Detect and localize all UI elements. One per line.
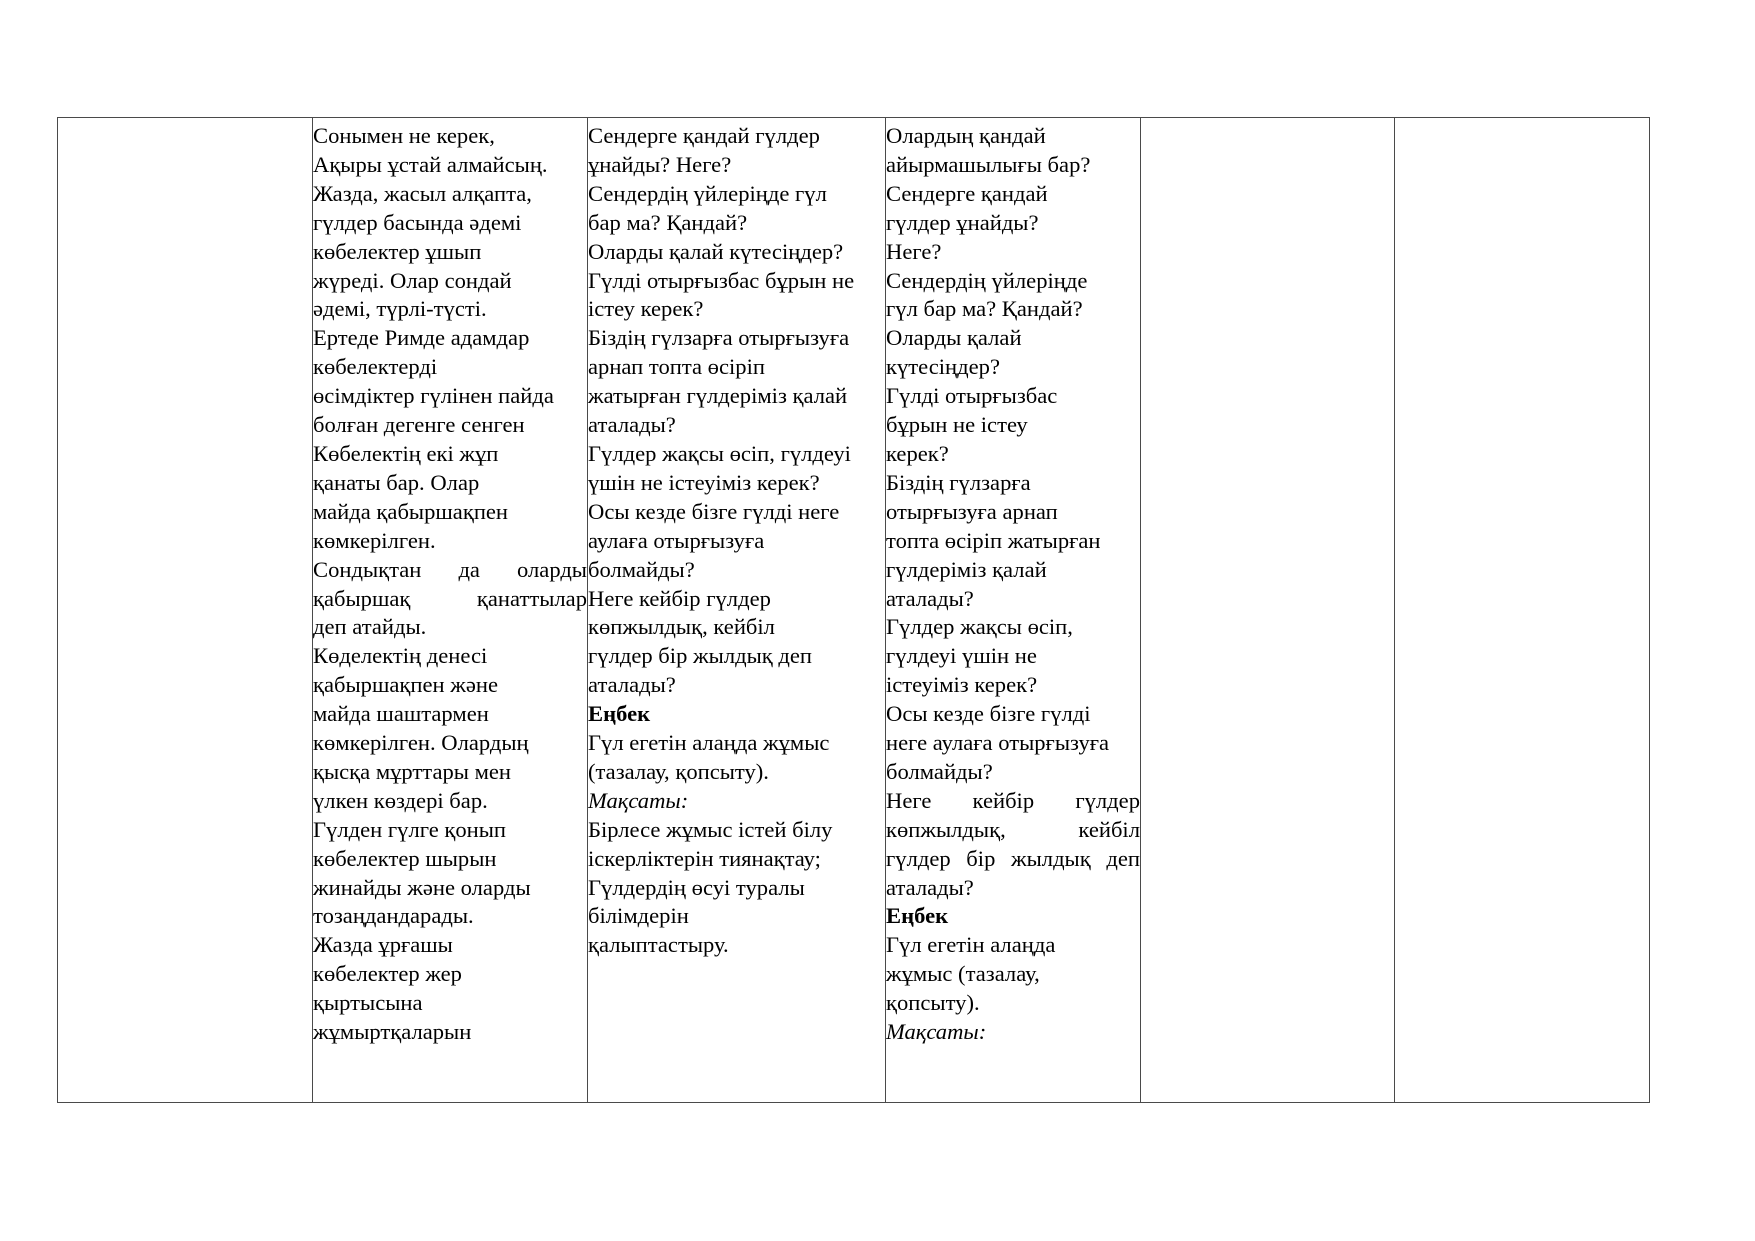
text-line: Гүлдердің өсуі туралы xyxy=(588,874,805,900)
text-line: Неге кейбір гүлдер xyxy=(588,585,771,611)
text-line: топта өсіріп жатырған xyxy=(886,527,1101,553)
text-line: әдемі, түрлі-түсті. xyxy=(313,296,487,322)
text-line: аталады? xyxy=(886,874,974,900)
text-line: аталады? xyxy=(588,412,676,438)
text-line: жатырған гүлдеріміз қалай xyxy=(588,383,848,409)
text-line: майда қабыршақпен xyxy=(313,498,509,524)
text-line: болмайды? xyxy=(886,758,993,784)
text-line: көбелектер шырын xyxy=(313,845,497,871)
text-line: Жазда ұрғашы xyxy=(313,932,453,958)
text-line: Мақсаты: xyxy=(886,1019,987,1045)
text-line: көбелектерді xyxy=(313,354,438,380)
text-line: көбелектер ұшып xyxy=(313,238,482,264)
text-line: Гүлдер жақсы өсіп, xyxy=(886,614,1073,640)
text-line: қыртысына xyxy=(313,990,423,1016)
text-line: көпжылдық, кейбіл xyxy=(886,816,1140,842)
text-line: арнап топта өсіріп xyxy=(588,354,765,380)
text-line: неге аулаға отырғызуға xyxy=(886,730,1110,756)
text-line: қабыршақпен және xyxy=(313,672,498,698)
text-line: Неге? xyxy=(886,238,942,264)
text-line: Жазда, жасыл алқапта, xyxy=(313,180,532,206)
text-line: Сендердің үйлеріңде гүл xyxy=(588,180,827,206)
text-line: майда шаштармен xyxy=(313,701,489,727)
table-cell-questions-text xyxy=(588,118,886,1103)
text-line: Гүлден гүлге қонып xyxy=(313,816,507,842)
text-line: гүлдер басында әдемі xyxy=(313,209,522,235)
text-line: аталады? xyxy=(588,672,676,698)
text-line: бұрын не істеу xyxy=(886,412,1028,438)
text-line: қысқа мұрттары мен xyxy=(313,758,512,784)
text-line: Біздің гүлзарға xyxy=(886,469,1031,495)
text-line: Көбелектің екі жұп xyxy=(313,440,499,466)
text-line: Гүл егетін алаңда жұмыс xyxy=(588,730,830,756)
text-line: істеу керек? xyxy=(588,296,704,322)
text-line: Оларды қалай xyxy=(886,325,1022,351)
text-line: көпжылдық, кейбіл xyxy=(588,614,775,640)
text-line: Бірлесе жұмыс істей білу xyxy=(588,816,833,842)
text-line: көбелектер жер xyxy=(313,961,462,987)
text-line: күтесіңдер? xyxy=(886,354,1000,380)
table-cell-empty-2 xyxy=(1141,118,1395,1103)
text-line: ұнайды? Неге? xyxy=(588,151,732,177)
text-line: үлкен көздері бар. xyxy=(313,787,488,813)
text-line: өсімдіктер гүлінен пайда xyxy=(313,383,554,409)
text-line: жүреді. Олар сондай xyxy=(313,267,512,293)
table-cell-questions-text-2 xyxy=(886,118,1141,1103)
text-line: гүлдер бір жылдық деп xyxy=(886,845,1140,871)
text-line: Осы кезде бізге гүлді xyxy=(886,701,1091,727)
text-line: Сендерге қандай xyxy=(886,180,1048,206)
text-line: қопсыту). xyxy=(886,990,980,1016)
text-line: Көделектің денесі xyxy=(313,643,488,669)
lesson-plan-table xyxy=(57,117,1650,1103)
table-cell-empty-1 xyxy=(58,118,313,1103)
text-line: іскерліктерін тиянақтау; xyxy=(588,845,821,871)
table-cell-empty-3 xyxy=(1395,118,1650,1103)
text-line: аулаға отырғызуға xyxy=(588,527,765,553)
text-line: Сендердің үйлеріңде xyxy=(886,267,1088,293)
text-line: үшін не істеуіміз керек? xyxy=(588,469,820,495)
text-line: деп атайды. xyxy=(313,614,427,640)
text-line: отырғызуға арнап xyxy=(886,498,1058,524)
text-line: Ертеде Римде адамдар xyxy=(313,325,530,351)
text-line: болмайды? xyxy=(588,556,695,582)
text-line: Мақсаты: xyxy=(588,787,689,813)
text-line: гүл бар ма? Қандай? xyxy=(886,296,1083,322)
text-line: керек? xyxy=(886,440,949,466)
text-line: (тазалау, қопсыту). xyxy=(588,758,769,784)
text-line: Сендерге қандай гүлдер xyxy=(588,123,820,148)
text-line: Осы кезде бізге гүлді неге xyxy=(588,498,840,524)
text-line: гүлдеуі үшін не xyxy=(886,643,1037,669)
text-line: Гүлдер жақсы өсіп, гүлдеуі xyxy=(588,440,851,466)
text-line: қалыптастыру. xyxy=(588,932,729,958)
text-line: қабыршақ қанаттылар xyxy=(313,585,587,611)
text-line: көмкерілген. xyxy=(313,527,436,553)
table-cell-story-text xyxy=(313,118,588,1103)
text-line: бар ма? Қандай? xyxy=(588,209,748,235)
text-line: тозаңдандарады. xyxy=(313,903,474,929)
text-line: Оларды қалай күтесіңдер? xyxy=(588,238,844,264)
text-line: болған дегенге сенген xyxy=(313,412,525,438)
text-line: гүлдеріміз қалай xyxy=(886,556,1047,582)
text-line: білімдерін xyxy=(588,903,689,929)
text-line: Сондықтан да оларды xyxy=(313,556,587,582)
text-line: жұмыс (тазалау, xyxy=(886,961,1040,987)
text-line: Гүл егетін алаңда xyxy=(886,932,1056,958)
text-line: гүлдер ұнайды? xyxy=(886,209,1039,235)
text-line: Гүлді отырғызбас бұрын не xyxy=(588,267,855,293)
text-line: Еңбек xyxy=(588,701,651,727)
text-line: Ақыры ұстай алмайсың. xyxy=(313,151,548,177)
text-line: Неге кейбір гүлдер xyxy=(886,787,1140,813)
text-line: жинайды және оларды xyxy=(313,874,531,900)
text-line: істеуіміз керек? xyxy=(886,672,1038,698)
text-line: көмкерілген. Олардың xyxy=(313,730,529,756)
text-line: аталады? xyxy=(886,585,974,611)
text-line: Сонымен не керек, xyxy=(313,123,495,148)
text-line: гүлдер бір жылдық деп xyxy=(588,643,813,669)
text-line: Біздің гүлзарға отырғызуға xyxy=(588,325,850,351)
text-line: айырмашылығы бар? xyxy=(886,151,1091,177)
text-line: Гүлді отырғызбас xyxy=(886,383,1058,409)
text-line: қанаты бар. Олар xyxy=(313,469,480,495)
text-line: жұмыртқаларын xyxy=(313,1019,472,1045)
text-line: Олардың қандай xyxy=(886,123,1046,148)
table-row xyxy=(58,118,1650,1103)
text-line: Еңбек xyxy=(886,903,949,929)
